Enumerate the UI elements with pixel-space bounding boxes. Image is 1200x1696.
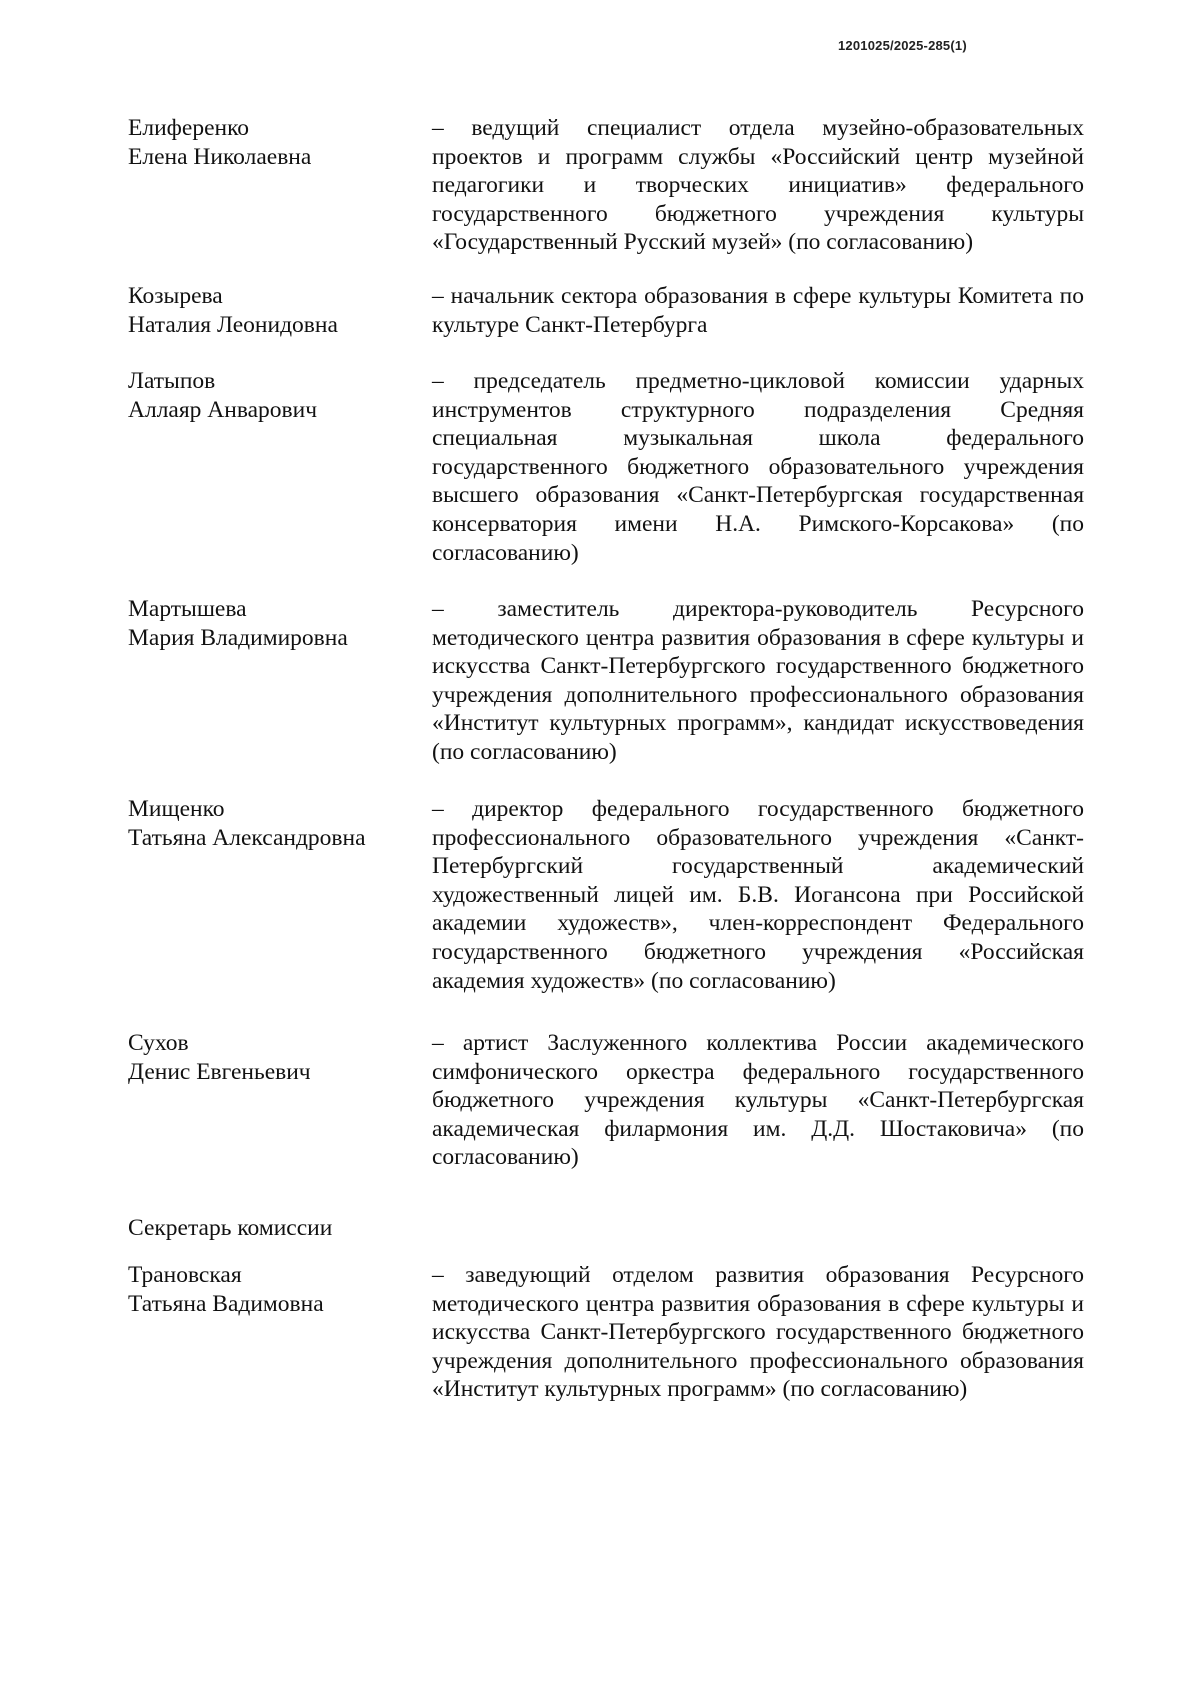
member-entry	[128, 114, 1084, 258]
member-description: – директор федерального государственного бюджетного профессионального образовательного учреждения «Санкт-Петербургский государственный академический художественный лицей им. Б.В. Иогансона при Российской академии художеств», член-корреспондент Федерального государственного бюджетного учреждения «Российская академия художеств» (по согласованию)	[432, 796, 1084, 994]
member-description: – артист Заслуженного коллектива России академического симфонического оркестра федерального государственного бюджетного учреждения культуры «Санкт-Петербургская академическая филармония им. Д.Д. Шостаковича» (по согласованию)	[432, 1030, 1084, 1171]
member-entry	[128, 282, 1084, 342]
member-name	[128, 282, 418, 339]
member-entry	[128, 595, 1084, 775]
member-name	[128, 114, 418, 171]
member-surname: Мартышева	[128, 596, 247, 622]
member-entry	[128, 1029, 1084, 1179]
member-surname: Трановская	[128, 1262, 242, 1288]
member-name	[128, 367, 418, 424]
member-given-name: Мария Владимировна	[128, 624, 348, 651]
member-description: – заведующий отделом развития образования Ресурсного методического центра развития образования в сфере культуры и искусства Санкт-Петербургского государственного бюджетного учреждения дополнительного профессионального образования «Институт культурных программ» (по согласованию)	[432, 1262, 1084, 1403]
member-description: – заместитель директора-руководитель Ресурсного методического центра развития образования в сфере культуры и искусства Санкт-Петербургского государственного бюджетного учреждения дополнительного профессионального образования «Институт культурных программ», кандидат искусствоведения (по согласованию)	[432, 596, 1084, 765]
member-name	[128, 1029, 418, 1086]
member-given-name: Наталия Леонидовна	[128, 311, 338, 338]
member-name	[128, 595, 418, 652]
member-surname: Сухов	[128, 1030, 189, 1056]
member-given-name: Елена Николаевна	[128, 143, 312, 170]
member-description: – начальник сектора образования в сфере культуры Комитета по культуре Санкт-Петербурга	[432, 283, 1084, 338]
member-name	[128, 1261, 418, 1318]
secretary-entry	[128, 1261, 1084, 1431]
member-description: – председатель предметно-цикловой комиссии ударных инструментов структурного подразделения Средняя специальная музыкальная школа федерального государственного бюджетного образовательного учреждения высшего образования «Санкт-Петербургская государственная консерватория имени Н.А. Римского-Корсакова» (по согласованию)	[432, 368, 1084, 566]
member-entry	[128, 795, 1084, 1001]
member-given-name: Денис Евгеньевич	[128, 1058, 311, 1085]
member-description: – ведущий специалист отдела музейно-образовательных проектов и программ службы «Российский центр музейной педагогики и творческих инициатив» федерального государственного бюджетного учреждения культуры «Государственный Русский музей» (по согласованию)	[432, 115, 1084, 256]
member-given-name: Аллаяр Анварович	[128, 396, 318, 423]
member-surname: Елиференко	[128, 115, 250, 141]
secretary-section-label: Секретарь комиссии	[128, 1215, 333, 1241]
member-given-name: Татьяна Вадимовна	[128, 1290, 324, 1317]
member-entry	[128, 367, 1084, 573]
member-name	[128, 795, 418, 852]
member-surname: Козырева	[128, 283, 223, 309]
member-given-name: Татьяна Александровна	[128, 824, 366, 851]
document-number: 1201025/2025-285(1)	[838, 38, 967, 53]
member-surname: Латыпов	[128, 368, 216, 394]
member-surname: Мищенко	[128, 796, 225, 822]
